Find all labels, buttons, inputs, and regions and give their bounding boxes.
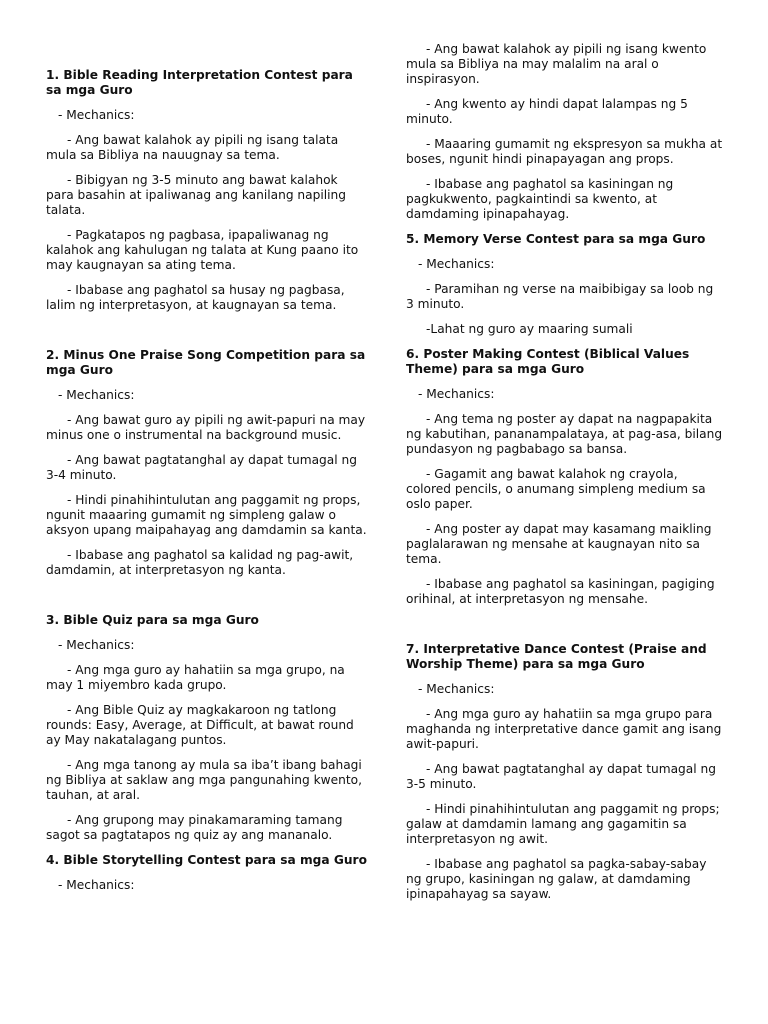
mechanics-item: -Lahat ng guro ay maaring sumali — [426, 322, 633, 336]
mechanics-item: - Ibabase ang paghatol sa kasiningan, pagiging orihinal, at interpretasyon ng mensahe. — [406, 577, 715, 606]
mechanics-item: - Paramihan ng verse na maibibigay sa loob ng 3 minuto. — [406, 282, 714, 311]
mechanics-label: - Mechanics: — [58, 108, 135, 122]
section-heading-bible-quiz: 3. Bible Quiz para sa mga Guro — [46, 613, 259, 627]
mechanics-item: - Ibabase ang paghatol sa husay ng pagbasa, lalim ng interpretasyon, at kaugnayan sa tema. — [46, 283, 345, 312]
section-heading-minus-one: 2. Minus One Praise Song Competition para sa mga Guro — [46, 348, 366, 377]
mechanics-item: - Ang mga tanong ay mula sa iba’t ibang bahagi ng Bibliya at saklaw ang mga pangunahing kwento, tauhan, at aral. — [46, 758, 362, 802]
section-spacer — [406, 617, 724, 642]
mechanics-item: - Ang poster ay dapat may kasamang maikling paglalarawan ng mensahe at kaugnayan nito sa tema. — [406, 522, 712, 566]
left-column — [46, 0, 368, 903]
mechanics-item: - Ang tema ng poster ay dapat na nagpapakita ng kabutihan, pananampalataya, at pag-asa, bilang pundasyon ng pagbabago sa bansa. — [406, 412, 723, 456]
section-spacer — [46, 323, 368, 348]
mechanics-item: - Gagamit ang bawat kalahok ng crayola, colored pencils, o anumang simpleng medium sa oslo paper. — [406, 467, 706, 511]
mechanics-label: - Mechanics: — [58, 878, 135, 892]
mechanics-label: - Mechanics: — [58, 388, 135, 402]
mechanics-item: - Hindi pinahihintulutan ang paggamit ng props, ngunit maaaring gumamit ng simpleng galaw o aksyon upang maipahayag ang damdamin sa kanta. — [46, 493, 367, 537]
mechanics-label: - Mechanics: — [418, 387, 495, 401]
mechanics-label: - Mechanics: — [418, 682, 495, 696]
mechanics-item: - Ang bawat pagtatanghal ay dapat tumagal ng 3-4 minuto. — [46, 453, 357, 482]
section-heading-bible-reading: 1. Bible Reading Interpretation Contest para sa mga Guro — [46, 68, 353, 97]
mechanics-label: - Mechanics: — [58, 638, 135, 652]
mechanics-item: - Ibabase ang paghatol sa kasiningan ng pagkukwento, pagkaintindi sa kwento, at damdaming ipinapahayag. — [406, 177, 674, 221]
right-column — [406, 0, 724, 912]
mechanics-item: - Pagkatapos ng pagbasa, ipapaliwanag ng kalahok ang kahulugan ng talata at Kung paano ito may kaugnayan sa ating tema. — [46, 228, 359, 272]
section-heading-storytelling: 4. Bible Storytelling Contest para sa mga Guro — [46, 853, 367, 867]
mechanics-item: - Maaaring gumamit ng ekspresyon sa mukha at boses, ngunit hindi pinapayagan ang props. — [406, 137, 723, 166]
mechanics-item: - Ang kwento ay hindi dapat lalampas ng 5 minuto. — [406, 97, 688, 126]
mechanics-label: - Mechanics: — [418, 257, 495, 271]
section-heading-poster-making: 6. Poster Making Contest (Biblical Values Theme) para sa mga Guro — [406, 347, 690, 376]
mechanics-item: - Ibabase ang paghatol sa kalidad ng pag-awit, damdamin, at interpretasyon ng kanta. — [46, 548, 354, 577]
mechanics-item: - Ang Bible Quiz ay magkakaroon ng tatlong rounds: Easy, Average, at Difficult, at bawat round ay May nakatalagang puntos. — [46, 703, 354, 747]
mechanics-item: - Ang bawat kalahok ay pipili ng isang talata mula sa Bibliya na nauugnay sa tema. — [46, 133, 339, 162]
section-heading-memory-verse: 5. Memory Verse Contest para sa mga Guro — [406, 232, 706, 246]
mechanics-item: - Ang mga guro ay hahatiin sa mga grupo, na may 1 miyembro kada grupo. — [46, 663, 345, 692]
mechanics-item: - Ang grupong may pinakamaraming tamang sagot sa pagtatapos ng quiz ay ang mananalo. — [46, 813, 343, 842]
mechanics-item: - Bibigyan ng 3-5 minuto ang bawat kalahok para basahin at ipaliwanag ang kanilang napiling talata. — [46, 173, 346, 217]
mechanics-item: - Ang bawat kalahok ay pipili ng isang kwento mula sa Bibliya na may malalim na aral o inspirasyon. — [406, 42, 707, 86]
mechanics-item: - Ang mga guro ay hahatiin sa mga grupo para maghanda ng interpretative dance gamit ang isang awit-papuri. — [406, 707, 722, 751]
section-spacer — [46, 588, 368, 613]
mechanics-item: - Hindi pinahihintulutan ang paggamit ng props; galaw at damdamin lamang ang gagamitin sa interpretasyon ng awit. — [406, 802, 720, 846]
mechanics-item: - Ibabase ang paghatol sa pagka-sabay-sabay ng grupo, kasiningan ng galaw, at damdaming ipinapahayag sa sayaw. — [406, 857, 707, 901]
mechanics-item: - Ang bawat guro ay pipili ng awit-papuri na may minus one o instrumental na background music. — [46, 413, 366, 442]
mechanics-item: - Ang bawat pagtatanghal ay dapat tumagal ng 3-5 minuto. — [406, 762, 716, 791]
section-heading-interpretative-dance: 7. Interpretative Dance Contest (Praise and Worship Theme) para sa mga Guro — [406, 642, 707, 671]
